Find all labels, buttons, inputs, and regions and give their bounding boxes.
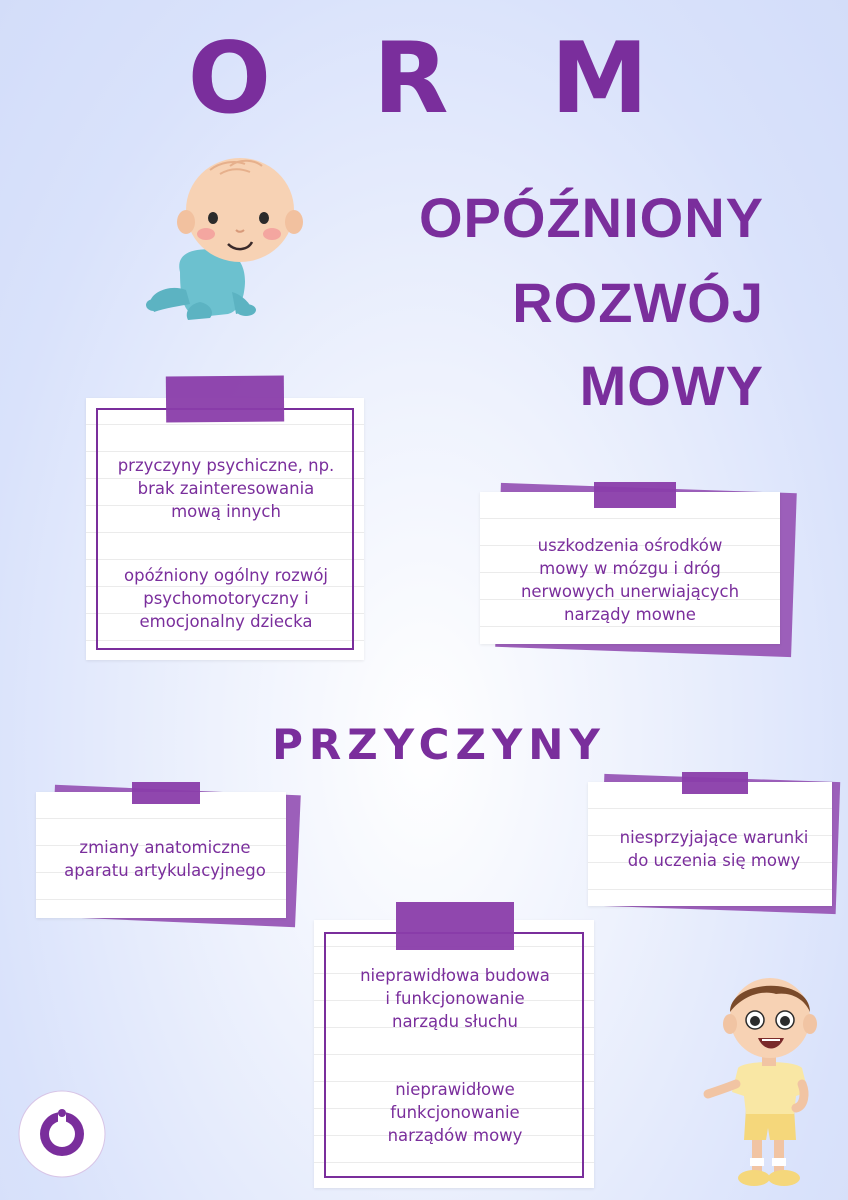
card-text: mową innych bbox=[171, 502, 281, 521]
section-heading: PRZYCZYNY bbox=[272, 720, 606, 769]
card-unfavorable-conditions bbox=[588, 770, 846, 915]
card-text: narządów mowy bbox=[387, 1126, 523, 1145]
page-title: O R M bbox=[187, 22, 683, 136]
card-text: psychomotoryczny i bbox=[143, 589, 309, 608]
card-text: emocjonalny dziecka bbox=[139, 612, 313, 631]
card-text: do uczenia się mowy bbox=[627, 851, 801, 870]
card-text: narządu słuchu bbox=[391, 1012, 519, 1031]
institute-logo bbox=[18, 1090, 106, 1178]
tape-strip bbox=[396, 902, 514, 950]
tape-strip bbox=[132, 782, 200, 804]
card-text: i funkcjonowanie bbox=[385, 989, 525, 1008]
card-text: nieprawidłowe bbox=[395, 1080, 515, 1099]
card-hearing-and-speech-organs bbox=[314, 902, 596, 1192]
card-text: uszkodzenia ośrodków bbox=[537, 536, 723, 555]
card-text: zmiany anatomiczne bbox=[79, 838, 251, 857]
card-text: nieprawidłowa budowa bbox=[360, 966, 550, 985]
card-text: przyczyny psychiczne, np. bbox=[117, 456, 335, 475]
card-brain-damage bbox=[480, 478, 800, 658]
baby-illustration bbox=[140, 152, 310, 327]
card-text: mowy w mózgu i dróg bbox=[539, 559, 721, 578]
boy-illustration bbox=[700, 968, 830, 1190]
tape-strip bbox=[166, 375, 284, 422]
card-psychic-causes bbox=[86, 376, 366, 666]
card-text: nerwowych unerwiających bbox=[520, 582, 740, 601]
tape-strip bbox=[682, 772, 748, 794]
card-text: opóźniony ogólny rozwój bbox=[124, 566, 328, 585]
subtitle-line-1: OPÓŹNIONY bbox=[418, 186, 764, 249]
subtitle-line-3: MOWY bbox=[579, 354, 764, 417]
card-text: aparatu artykulacyjnego bbox=[64, 861, 266, 880]
card-text: funkcjonowanie bbox=[390, 1103, 520, 1122]
card-text: narządy mowne bbox=[564, 605, 696, 624]
card-anatomic-changes bbox=[36, 780, 304, 930]
card-text: niesprzyjające warunki bbox=[619, 828, 809, 847]
card-text: brak zainteresowania bbox=[137, 479, 315, 498]
tape-strip bbox=[594, 482, 676, 508]
subtitle-line-2: ROZWÓJ bbox=[512, 271, 764, 334]
